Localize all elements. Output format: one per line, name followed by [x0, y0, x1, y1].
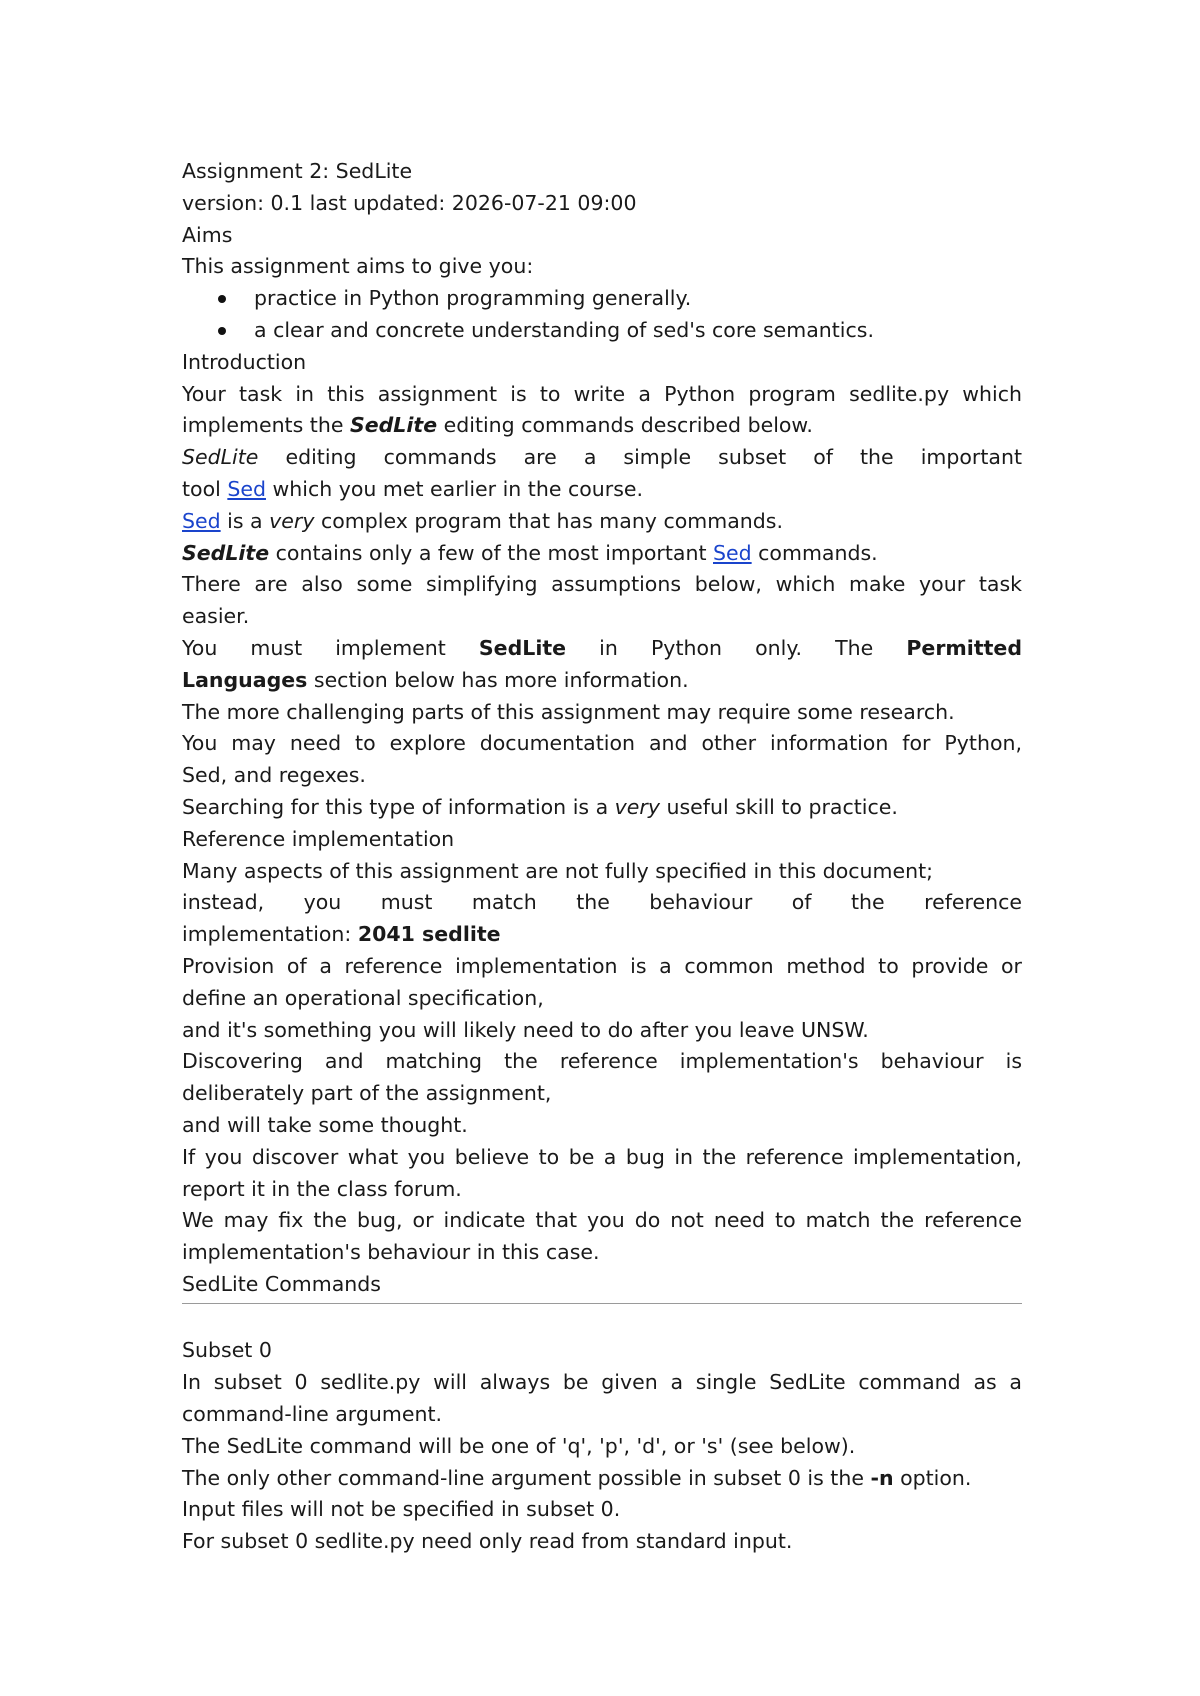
intro-paragraph-line: You may need to explore documentation and other information for Python,: [182, 731, 1022, 756]
subset0-line: command-line argument.: [182, 1402, 442, 1427]
commands-heading: SedLite Commands: [182, 1271, 381, 1296]
introduction-heading: Introduction: [182, 349, 307, 374]
intro-paragraph-line: Sed is a very complex program that has many commands.: [182, 508, 783, 533]
intro-paragraph-line: easier.: [182, 604, 250, 629]
reference-line: Many aspects of this assignment are not fully specified in this document;: [182, 858, 934, 883]
sed-link[interactable]: Sed: [227, 476, 266, 501]
reference-line: instead, you must match the behaviour of the reference: [182, 890, 1022, 915]
reference-line: implementation's behaviour in this case.: [182, 1240, 600, 1265]
aims-intro: This assignment aims to give you:: [182, 254, 534, 279]
reference-line: We may fix the bug, or indicate that you do not need to match the reference: [182, 1208, 1022, 1233]
list-item: a clear and concrete understanding of sed's core semantics.: [182, 315, 1022, 347]
subset0-line: In subset 0 sedlite.py will always be given a single SedLite command as a: [182, 1370, 1022, 1395]
intro-paragraph-line: SedLite contains only a few of the most important Sed commands.: [182, 540, 878, 565]
aims-list: [182, 283, 1022, 347]
reference-line: implementation: 2041 sedlite: [182, 922, 501, 947]
intro-paragraph-line: implements the SedLite editing commands described below.: [182, 413, 813, 438]
bullet-icon: [218, 327, 226, 335]
version-line: version: 0.1 last updated: 2026-07-21 09:00: [182, 190, 637, 215]
document-page: [182, 156, 1022, 1558]
reference-line: Provision of a reference implementation is a common method to provide or: [182, 953, 1022, 978]
intro-paragraph-line: The more challenging parts of this assignment may require some research.: [182, 699, 955, 724]
reference-line: and will take some thought.: [182, 1112, 468, 1137]
intro-paragraph-line: SedLite editing commands are a simple subset of the important: [182, 445, 1022, 470]
subset0-line: The only other command-line argument possible in subset 0 is the -n option.: [182, 1465, 972, 1490]
subset0-heading: Subset 0: [182, 1338, 272, 1363]
reference-heading: Reference implementation: [182, 826, 455, 851]
intro-paragraph-line: Languages section below has more information.: [182, 667, 689, 692]
reference-line: Discovering and matching the reference implementation's behaviour is: [182, 1049, 1022, 1074]
intro-paragraph-line: You must implement SedLite in Python only. The Permitted: [182, 635, 1022, 660]
aims-heading: Aims: [182, 222, 233, 247]
reference-line: define an operational specification,: [182, 985, 544, 1010]
sed-link[interactable]: Sed: [713, 540, 752, 565]
subset0-line: For subset 0 sedlite.py need only read from standard input.: [182, 1529, 793, 1554]
reference-line: deliberately part of the assignment,: [182, 1081, 552, 1106]
intro-paragraph-line: Searching for this type of information is a very useful skill to practice.: [182, 794, 898, 819]
intro-paragraph-line: tool Sed which you met earlier in the course.: [182, 476, 644, 501]
intro-paragraph-line: Your task in this assignment is to write a Python program sedlite.py which: [182, 381, 1022, 406]
document-title: Assignment 2: SedLite: [182, 159, 413, 183]
intro-paragraph-line: Sed, and regexes.: [182, 763, 366, 788]
bullet-icon: [218, 295, 226, 303]
reference-line: If you discover what you believe to be a bug in the reference implementation,: [182, 1144, 1022, 1169]
subset0-line: Input files will not be specified in subset 0.: [182, 1497, 621, 1522]
reference-line: and it's something you will likely need to do after you leave UNSW.: [182, 1017, 869, 1042]
blank-space: [182, 1304, 1022, 1336]
subset0-line: The SedLite command will be one of 'q', 'p', 'd', or 's' (see below).: [182, 1433, 856, 1458]
list-item: practice in Python programming generally.: [182, 283, 1022, 315]
intro-paragraph-line: There are also some simplifying assumptions below, which make your task: [182, 572, 1022, 597]
sed-link[interactable]: Sed: [182, 508, 221, 533]
reference-line: report it in the class forum.: [182, 1176, 462, 1201]
